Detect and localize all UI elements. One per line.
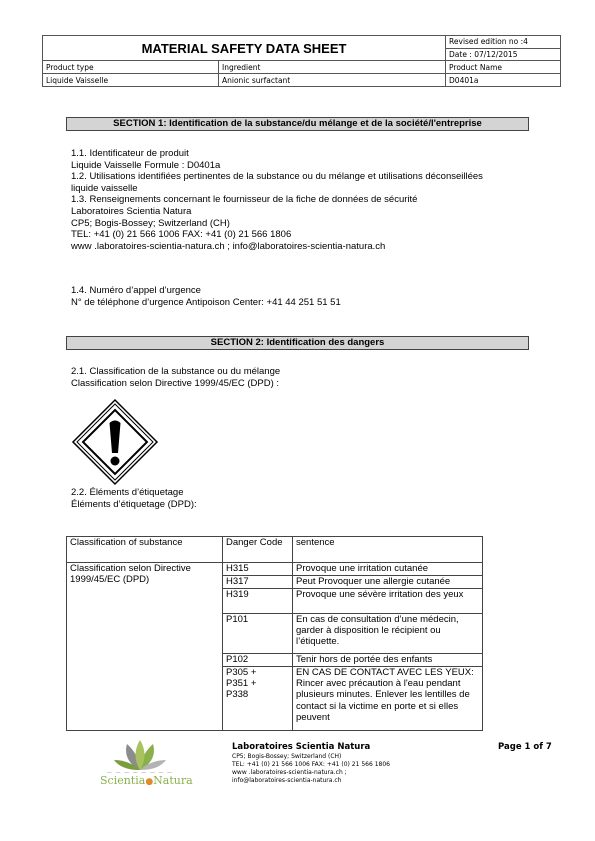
logo-text-left: Scientia [100,774,146,787]
danger-code-text: P305 + P351 + P338 [226,667,257,701]
danger-sentence: En cas de consultation d’une médecin, garder à disposition le récipient ou l’étiquette. [293,614,483,654]
footer-email: info@laboratoires-scientia-natura.ch [232,777,342,784]
section1-line: Liquide Vaisselle Formule : D0401a [71,159,221,171]
exclamation-mark-hazard-icon [70,397,160,487]
danger-code [223,667,293,731]
product-name-header: Product Name [446,61,561,74]
danger-sentence: Tenir hors de portée des enfants [293,654,483,667]
footer-address: CP5; Bogis-Bossey; Switzerland (CH) [232,753,342,760]
danger-sentence: Provoque une irritation cutanée [293,563,483,576]
classification-table [66,536,483,731]
classification-block [71,366,511,389]
section1-line: liquide vaisselle [71,182,138,194]
section1-body [71,148,511,252]
leaf-logo-icon [100,740,180,772]
danger-sentence: Peut Provoquer une allergie cutanée [293,576,483,589]
labelling-block [71,487,511,510]
ingredient-value: Anionic surfactant [219,74,446,87]
section1-line: 1.3. Renseignements concernant le fournisseur de la fiche de données de sécurité [71,194,418,206]
classification-title: 2.1. Classification de la substance ou du mélange [71,366,281,377]
classification-directive: Classification selon Directive 1999/45/EC (DPD) : [71,377,280,389]
footer-company-block [232,742,452,785]
product-type-header: Product type [43,61,219,74]
footer-company: Laboratoires Scientia Natura [232,742,371,752]
table-header-sentence: sentence [293,537,483,563]
table-header-code: Danger Code [223,537,293,563]
danger-code: P101 [223,614,293,654]
labelling-sub: Éléments d’étiquetage (DPD): [71,498,197,510]
section1-line: www .laboratoires-scientia-natura.ch ; info@laboratoires-scientia-natura.ch [71,240,386,252]
emergency-phone: N° de téléphone d’urgence Antipoison Center: +41 44 251 51 51 [71,296,341,308]
document-title: MATERIAL SAFETY DATA SHEET [43,36,446,61]
ingredient-header: Ingredient [219,61,446,74]
revision-date: Date : 07/12/2015 [446,48,561,61]
danger-code: H319 [223,589,293,614]
section1-line: CP5; Bogis-Bossey; Switzerland (CH) [71,217,230,229]
section1-line: TEL: +41 (0) 21 566 1006 FAX: +41 (0) 21 566 1806 [71,229,292,241]
section2-heading: SECTION 2: Identification des dangers [66,336,529,350]
danger-code: H317 [223,576,293,589]
danger-code: H315 [223,563,293,576]
danger-code: P102 [223,654,293,667]
table-header-classification: Classification of substance [67,537,223,563]
classification-cell: Classification selon Directive 1999/45/EC (DPD) [67,563,223,731]
scientia-natura-logo [100,740,193,790]
emergency-block [71,285,511,308]
logo-dot-icon: ● [145,777,154,787]
section1-heading: SECTION 1: Identification de la substance/du mélange et de la société/l'entreprise [66,117,529,131]
table-row [67,563,483,576]
product-type-value: Liquide Vaisselle [43,74,219,87]
header-table [42,35,561,87]
danger-sentence: Provoque une sévère irritation des yeux [293,589,483,614]
product-name-value: D0401a [446,74,561,87]
page-number: Page 1 of 7 [498,742,552,752]
section1-line: Laboratoires Scientia Natura [71,205,192,217]
logo-text-right: Natura [153,774,193,787]
logo-wordmark [100,774,193,787]
logo-tagline-line: — — — — — — — — [106,770,174,776]
labelling-title: 2.2. Éléments d’étiquetage [71,487,184,498]
footer-tel: TEL: +41 (0) 21 566 1006 FAX: +41 (0) 21 566 1806 [232,761,390,768]
section1-line: 1.1. Identificateur de produit [71,148,189,159]
section1-line: 1.2. Utilisations identifiées pertinentes de la substance ou du mélange et utilisations déconseillées [71,171,483,183]
footer-web: www .laboratoires-scientia-natura.ch ; [232,769,347,776]
danger-sentence: EN CAS DE CONTACT AVEC LES YEUX: Rincer avec précaution à l'eau pendant plusieurs minutes. Enlever les lentilles de contact si la victime en porte et si elles peuvent [293,667,483,731]
emergency-title: 1.4. Numéro d’appel d’urgence [71,285,201,296]
revision-edition: Revised edition no :4 [446,36,561,49]
